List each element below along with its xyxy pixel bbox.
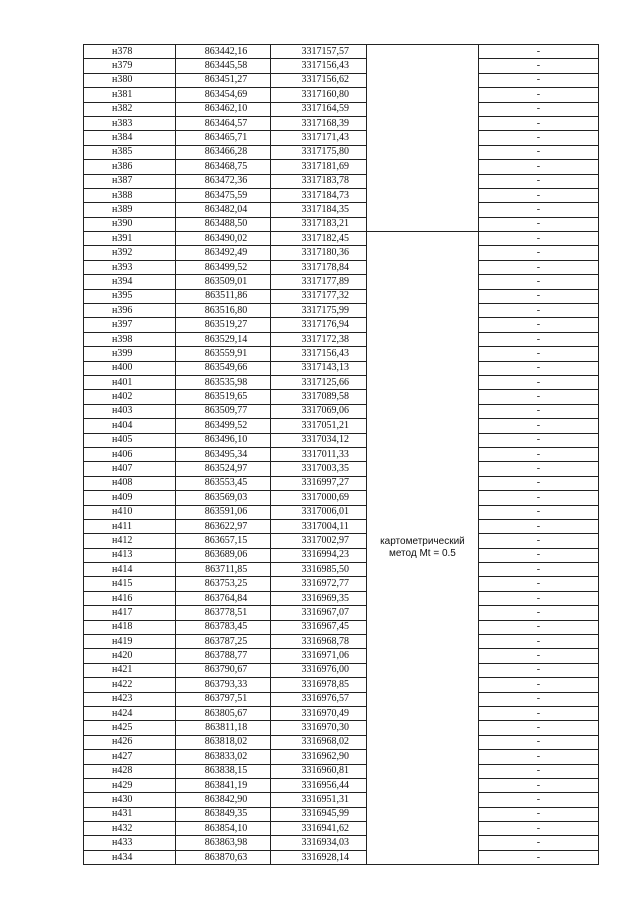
table-row [84, 203, 599, 217]
y-coordinate-cell: 3316968,02 [271, 735, 367, 749]
point-id-cell: н395 [84, 289, 176, 303]
point-id-cell: н434 [84, 850, 176, 864]
table-row [84, 778, 599, 792]
x-coordinate-cell: 863753,25 [175, 577, 271, 591]
y-coordinate-cell: 3317178,84 [271, 260, 367, 274]
y-coordinate-cell: 3317183,78 [271, 174, 367, 188]
x-coordinate-cell: 863451,27 [175, 73, 271, 87]
point-id-cell: н421 [84, 663, 176, 677]
point-id-cell: н430 [84, 793, 176, 807]
table-row [84, 45, 599, 59]
x-coordinate-cell: 863764,84 [175, 591, 271, 605]
table-row [84, 318, 599, 332]
x-coordinate-cell: 863622,97 [175, 519, 271, 533]
table-row [84, 260, 599, 274]
method-name-text: картометрический [380, 536, 465, 548]
error-dash-cell: - [478, 188, 598, 202]
table-row [84, 404, 599, 418]
point-id-cell: н412 [84, 534, 176, 548]
y-coordinate-cell: 3316962,90 [271, 750, 367, 764]
table-row [84, 519, 599, 533]
error-dash-cell: - [478, 591, 598, 605]
y-coordinate-cell: 3317143,13 [271, 361, 367, 375]
error-dash-cell: - [478, 764, 598, 778]
method-cell [366, 232, 478, 865]
point-id-cell: н431 [84, 807, 176, 821]
point-id-cell: н401 [84, 375, 176, 389]
x-coordinate-cell: 863849,35 [175, 807, 271, 821]
point-id-cell: н414 [84, 563, 176, 577]
error-dash-cell: - [478, 433, 598, 447]
error-dash-cell: - [478, 606, 598, 620]
point-id-cell: н378 [84, 45, 176, 59]
x-coordinate-cell: 863833,02 [175, 750, 271, 764]
y-coordinate-cell: 3316934,03 [271, 836, 367, 850]
point-id-cell: н385 [84, 145, 176, 159]
point-id-cell: н387 [84, 174, 176, 188]
x-coordinate-cell: 863591,06 [175, 505, 271, 519]
error-dash-cell: - [478, 246, 598, 260]
x-coordinate-cell: 863818,02 [175, 735, 271, 749]
table-row [84, 174, 599, 188]
x-coordinate-cell: 863496,10 [175, 433, 271, 447]
x-coordinate-cell: 863519,27 [175, 318, 271, 332]
table-row [84, 88, 599, 102]
y-coordinate-cell: 3317164,59 [271, 102, 367, 116]
y-coordinate-cell: 3316945,99 [271, 807, 367, 821]
point-id-cell: н380 [84, 73, 176, 87]
y-coordinate-cell: 3317006,01 [271, 505, 367, 519]
x-coordinate-cell: 863778,51 [175, 606, 271, 620]
table-row [84, 102, 599, 116]
x-coordinate-cell: 863511,86 [175, 289, 271, 303]
y-coordinate-cell: 3317184,35 [271, 203, 367, 217]
point-id-cell: н382 [84, 102, 176, 116]
y-coordinate-cell: 3316951,31 [271, 793, 367, 807]
error-dash-cell: - [478, 332, 598, 346]
point-id-cell: н392 [84, 246, 176, 260]
table-row [84, 735, 599, 749]
y-coordinate-cell: 3316967,45 [271, 620, 367, 634]
point-id-cell: н416 [84, 591, 176, 605]
error-dash-cell: - [478, 289, 598, 303]
table-row [84, 116, 599, 130]
y-coordinate-cell: 3316994,23 [271, 548, 367, 562]
y-coordinate-cell: 3317156,43 [271, 59, 367, 73]
y-coordinate-cell: 3317175,99 [271, 304, 367, 318]
point-id-cell: н423 [84, 692, 176, 706]
point-id-cell: н396 [84, 304, 176, 318]
table-row [84, 721, 599, 735]
error-dash-cell: - [478, 145, 598, 159]
y-coordinate-cell: 3317184,73 [271, 188, 367, 202]
x-coordinate-cell: 863788,77 [175, 649, 271, 663]
table-row [84, 289, 599, 303]
error-dash-cell: - [478, 706, 598, 720]
y-coordinate-cell: 3317125,66 [271, 375, 367, 389]
error-dash-cell: - [478, 519, 598, 533]
method-cell-top [366, 45, 478, 232]
y-coordinate-cell: 3317051,21 [271, 419, 367, 433]
x-coordinate-cell: 863442,16 [175, 45, 271, 59]
x-coordinate-cell: 863454,69 [175, 88, 271, 102]
x-coordinate-cell: 863509,01 [175, 275, 271, 289]
error-dash-cell: - [478, 203, 598, 217]
y-coordinate-cell: 3317003,35 [271, 462, 367, 476]
y-coordinate-cell: 3316967,07 [271, 606, 367, 620]
y-coordinate-cell: 3316985,50 [271, 563, 367, 577]
table-row [84, 390, 599, 404]
error-dash-cell: - [478, 131, 598, 145]
point-id-cell: н389 [84, 203, 176, 217]
point-id-cell: н433 [84, 836, 176, 850]
table-row [84, 649, 599, 663]
x-coordinate-cell: 863462,10 [175, 102, 271, 116]
y-coordinate-cell: 3316976,00 [271, 663, 367, 677]
error-dash-cell: - [478, 347, 598, 361]
y-coordinate-cell: 3316968,78 [271, 635, 367, 649]
x-coordinate-cell: 863797,51 [175, 692, 271, 706]
point-id-cell: н409 [84, 491, 176, 505]
x-coordinate-cell: 863499,52 [175, 419, 271, 433]
x-coordinate-cell: 863516,80 [175, 304, 271, 318]
table-row [84, 73, 599, 87]
table-row [84, 606, 599, 620]
point-id-cell: н386 [84, 160, 176, 174]
point-id-cell: н383 [84, 116, 176, 130]
point-id-cell: н415 [84, 577, 176, 591]
y-coordinate-cell: 3317157,57 [271, 45, 367, 59]
y-coordinate-cell: 3316969,35 [271, 591, 367, 605]
error-dash-cell: - [478, 620, 598, 634]
error-dash-cell: - [478, 45, 598, 59]
x-coordinate-cell: 863657,15 [175, 534, 271, 548]
error-dash-cell: - [478, 361, 598, 375]
error-dash-cell: - [478, 476, 598, 490]
error-dash-cell: - [478, 59, 598, 73]
table-row [84, 188, 599, 202]
error-dash-cell: - [478, 850, 598, 864]
error-dash-cell: - [478, 232, 598, 246]
point-id-cell: н398 [84, 332, 176, 346]
table-row [84, 764, 599, 778]
point-id-cell: н432 [84, 822, 176, 836]
y-coordinate-cell: 3317180,36 [271, 246, 367, 260]
table-row [84, 663, 599, 677]
y-coordinate-cell: 3317176,94 [271, 318, 367, 332]
table-row [84, 59, 599, 73]
y-coordinate-cell: 3316928,14 [271, 850, 367, 864]
method-accuracy-text: метод Mt = 0.5 [388, 548, 456, 560]
error-dash-cell: - [478, 635, 598, 649]
x-coordinate-cell: 863490,02 [175, 232, 271, 246]
table-row [84, 491, 599, 505]
point-id-cell: н399 [84, 347, 176, 361]
y-coordinate-cell: 3316970,49 [271, 706, 367, 720]
table-row [84, 332, 599, 346]
error-dash-cell: - [478, 390, 598, 404]
x-coordinate-cell: 863689,06 [175, 548, 271, 562]
table-row [84, 419, 599, 433]
x-coordinate-cell: 863524,97 [175, 462, 271, 476]
point-id-cell: н408 [84, 476, 176, 490]
point-id-cell: н420 [84, 649, 176, 663]
error-dash-cell: - [478, 88, 598, 102]
table-row [84, 692, 599, 706]
y-coordinate-cell: 3317183,21 [271, 217, 367, 231]
point-id-cell: н400 [84, 361, 176, 375]
coordinates-table [83, 44, 599, 865]
y-coordinate-cell: 3316972,77 [271, 577, 367, 591]
y-coordinate-cell: 3317000,69 [271, 491, 367, 505]
table-row [84, 433, 599, 447]
point-id-cell: н413 [84, 548, 176, 562]
error-dash-cell: - [478, 174, 598, 188]
y-coordinate-cell: 3316997,27 [271, 476, 367, 490]
x-coordinate-cell: 863559,91 [175, 347, 271, 361]
error-dash-cell: - [478, 160, 598, 174]
error-dash-cell: - [478, 304, 598, 318]
y-coordinate-cell: 3316956,44 [271, 778, 367, 792]
x-coordinate-cell: 863805,67 [175, 706, 271, 720]
point-id-cell: н381 [84, 88, 176, 102]
x-coordinate-cell: 863783,45 [175, 620, 271, 634]
table-row [84, 534, 599, 548]
y-coordinate-cell: 3317089,58 [271, 390, 367, 404]
error-dash-cell: - [478, 807, 598, 821]
y-coordinate-cell: 3317177,32 [271, 289, 367, 303]
table-row [84, 620, 599, 634]
y-coordinate-cell: 3317011,33 [271, 447, 367, 461]
y-coordinate-cell: 3317160,80 [271, 88, 367, 102]
x-coordinate-cell: 863841,19 [175, 778, 271, 792]
point-id-cell: н426 [84, 735, 176, 749]
point-id-cell: н418 [84, 620, 176, 634]
point-id-cell: н422 [84, 678, 176, 692]
y-coordinate-cell: 3317182,45 [271, 232, 367, 246]
table-row [84, 361, 599, 375]
point-id-cell: н394 [84, 275, 176, 289]
error-dash-cell: - [478, 419, 598, 433]
error-dash-cell: - [478, 275, 598, 289]
x-coordinate-cell: 863509,77 [175, 404, 271, 418]
y-coordinate-cell: 3317156,62 [271, 73, 367, 87]
table-row [84, 563, 599, 577]
point-id-cell: н403 [84, 404, 176, 418]
point-id-cell: н391 [84, 232, 176, 246]
table-row [84, 706, 599, 720]
x-coordinate-cell: 863472,36 [175, 174, 271, 188]
point-id-cell: н427 [84, 750, 176, 764]
x-coordinate-cell: 863495,34 [175, 447, 271, 461]
point-id-cell: н393 [84, 260, 176, 274]
x-coordinate-cell: 863793,33 [175, 678, 271, 692]
y-coordinate-cell: 3316941,62 [271, 822, 367, 836]
point-id-cell: н397 [84, 318, 176, 332]
table-row [84, 807, 599, 821]
point-id-cell: н417 [84, 606, 176, 620]
x-coordinate-cell: 863499,52 [175, 260, 271, 274]
x-coordinate-cell: 863854,10 [175, 822, 271, 836]
error-dash-cell: - [478, 563, 598, 577]
error-dash-cell: - [478, 116, 598, 130]
table-row [84, 375, 599, 389]
table-row [84, 232, 599, 246]
error-dash-cell: - [478, 318, 598, 332]
table-row [84, 591, 599, 605]
error-dash-cell: - [478, 548, 598, 562]
error-dash-cell: - [478, 663, 598, 677]
coordinates-table-body [84, 45, 599, 865]
table-row [84, 275, 599, 289]
x-coordinate-cell: 863549,66 [175, 361, 271, 375]
table-row [84, 462, 599, 476]
table-row [84, 793, 599, 807]
point-id-cell: н384 [84, 131, 176, 145]
error-dash-cell: - [478, 649, 598, 663]
table-row [84, 476, 599, 490]
table-row [84, 822, 599, 836]
x-coordinate-cell: 863475,59 [175, 188, 271, 202]
table-row [84, 836, 599, 850]
x-coordinate-cell: 863468,75 [175, 160, 271, 174]
error-dash-cell: - [478, 793, 598, 807]
x-coordinate-cell: 863488,50 [175, 217, 271, 231]
error-dash-cell: - [478, 577, 598, 591]
table-row [84, 850, 599, 864]
error-dash-cell: - [478, 678, 598, 692]
y-coordinate-cell: 3316970,30 [271, 721, 367, 735]
x-coordinate-cell: 863838,15 [175, 764, 271, 778]
table-row [84, 505, 599, 519]
table-row [84, 577, 599, 591]
error-dash-cell: - [478, 692, 598, 706]
point-id-cell: н425 [84, 721, 176, 735]
table-row [84, 246, 599, 260]
error-dash-cell: - [478, 778, 598, 792]
point-id-cell: н428 [84, 764, 176, 778]
y-coordinate-cell: 3317002,97 [271, 534, 367, 548]
x-coordinate-cell: 863482,04 [175, 203, 271, 217]
table-row [84, 347, 599, 361]
table-row [84, 160, 599, 174]
error-dash-cell: - [478, 735, 598, 749]
y-coordinate-cell: 3316960,81 [271, 764, 367, 778]
table-row [84, 304, 599, 318]
error-dash-cell: - [478, 217, 598, 231]
point-id-cell: н390 [84, 217, 176, 231]
error-dash-cell: - [478, 836, 598, 850]
error-dash-cell: - [478, 260, 598, 274]
point-id-cell: н405 [84, 433, 176, 447]
point-id-cell: н379 [84, 59, 176, 73]
error-dash-cell: - [478, 102, 598, 116]
x-coordinate-cell: 863529,14 [175, 332, 271, 346]
y-coordinate-cell: 3316976,57 [271, 692, 367, 706]
x-coordinate-cell: 863492,49 [175, 246, 271, 260]
error-dash-cell: - [478, 721, 598, 735]
x-coordinate-cell: 863811,18 [175, 721, 271, 735]
x-coordinate-cell: 863870,63 [175, 850, 271, 864]
x-coordinate-cell: 863863,98 [175, 836, 271, 850]
x-coordinate-cell: 863790,67 [175, 663, 271, 677]
table-row [84, 447, 599, 461]
x-coordinate-cell: 863787,25 [175, 635, 271, 649]
point-id-cell: н411 [84, 519, 176, 533]
x-coordinate-cell: 863466,28 [175, 145, 271, 159]
point-id-cell: н429 [84, 778, 176, 792]
point-id-cell: н419 [84, 635, 176, 649]
table-row [84, 145, 599, 159]
error-dash-cell: - [478, 491, 598, 505]
error-dash-cell: - [478, 73, 598, 87]
error-dash-cell: - [478, 462, 598, 476]
y-coordinate-cell: 3317168,39 [271, 116, 367, 130]
y-coordinate-cell: 3317175,80 [271, 145, 367, 159]
x-coordinate-cell: 863519,65 [175, 390, 271, 404]
x-coordinate-cell: 863535,98 [175, 375, 271, 389]
x-coordinate-cell: 863569,03 [175, 491, 271, 505]
y-coordinate-cell: 3317156,43 [271, 347, 367, 361]
y-coordinate-cell: 3317069,06 [271, 404, 367, 418]
y-coordinate-cell: 3317181,69 [271, 160, 367, 174]
x-coordinate-cell: 863465,71 [175, 131, 271, 145]
x-coordinate-cell: 863464,57 [175, 116, 271, 130]
x-coordinate-cell: 863711,85 [175, 563, 271, 577]
x-coordinate-cell: 863842,90 [175, 793, 271, 807]
point-id-cell: н406 [84, 447, 176, 461]
y-coordinate-cell: 3316978,85 [271, 678, 367, 692]
point-id-cell: н407 [84, 462, 176, 476]
table-row [84, 548, 599, 562]
point-id-cell: н410 [84, 505, 176, 519]
point-id-cell: н388 [84, 188, 176, 202]
table-row [84, 217, 599, 231]
coordinates-sheet [83, 44, 599, 865]
table-row [84, 635, 599, 649]
error-dash-cell: - [478, 750, 598, 764]
y-coordinate-cell: 3317172,38 [271, 332, 367, 346]
point-id-cell: н402 [84, 390, 176, 404]
error-dash-cell: - [478, 534, 598, 548]
point-id-cell: н424 [84, 706, 176, 720]
error-dash-cell: - [478, 375, 598, 389]
table-row [84, 131, 599, 145]
error-dash-cell: - [478, 822, 598, 836]
x-coordinate-cell: 863445,58 [175, 59, 271, 73]
y-coordinate-cell: 3317177,89 [271, 275, 367, 289]
y-coordinate-cell: 3317004,11 [271, 519, 367, 533]
error-dash-cell: - [478, 447, 598, 461]
y-coordinate-cell: 3316971,06 [271, 649, 367, 663]
x-coordinate-cell: 863553,45 [175, 476, 271, 490]
error-dash-cell: - [478, 505, 598, 519]
table-row [84, 678, 599, 692]
error-dash-cell: - [478, 404, 598, 418]
point-id-cell: н404 [84, 419, 176, 433]
y-coordinate-cell: 3317171,43 [271, 131, 367, 145]
y-coordinate-cell: 3317034,12 [271, 433, 367, 447]
table-row [84, 750, 599, 764]
